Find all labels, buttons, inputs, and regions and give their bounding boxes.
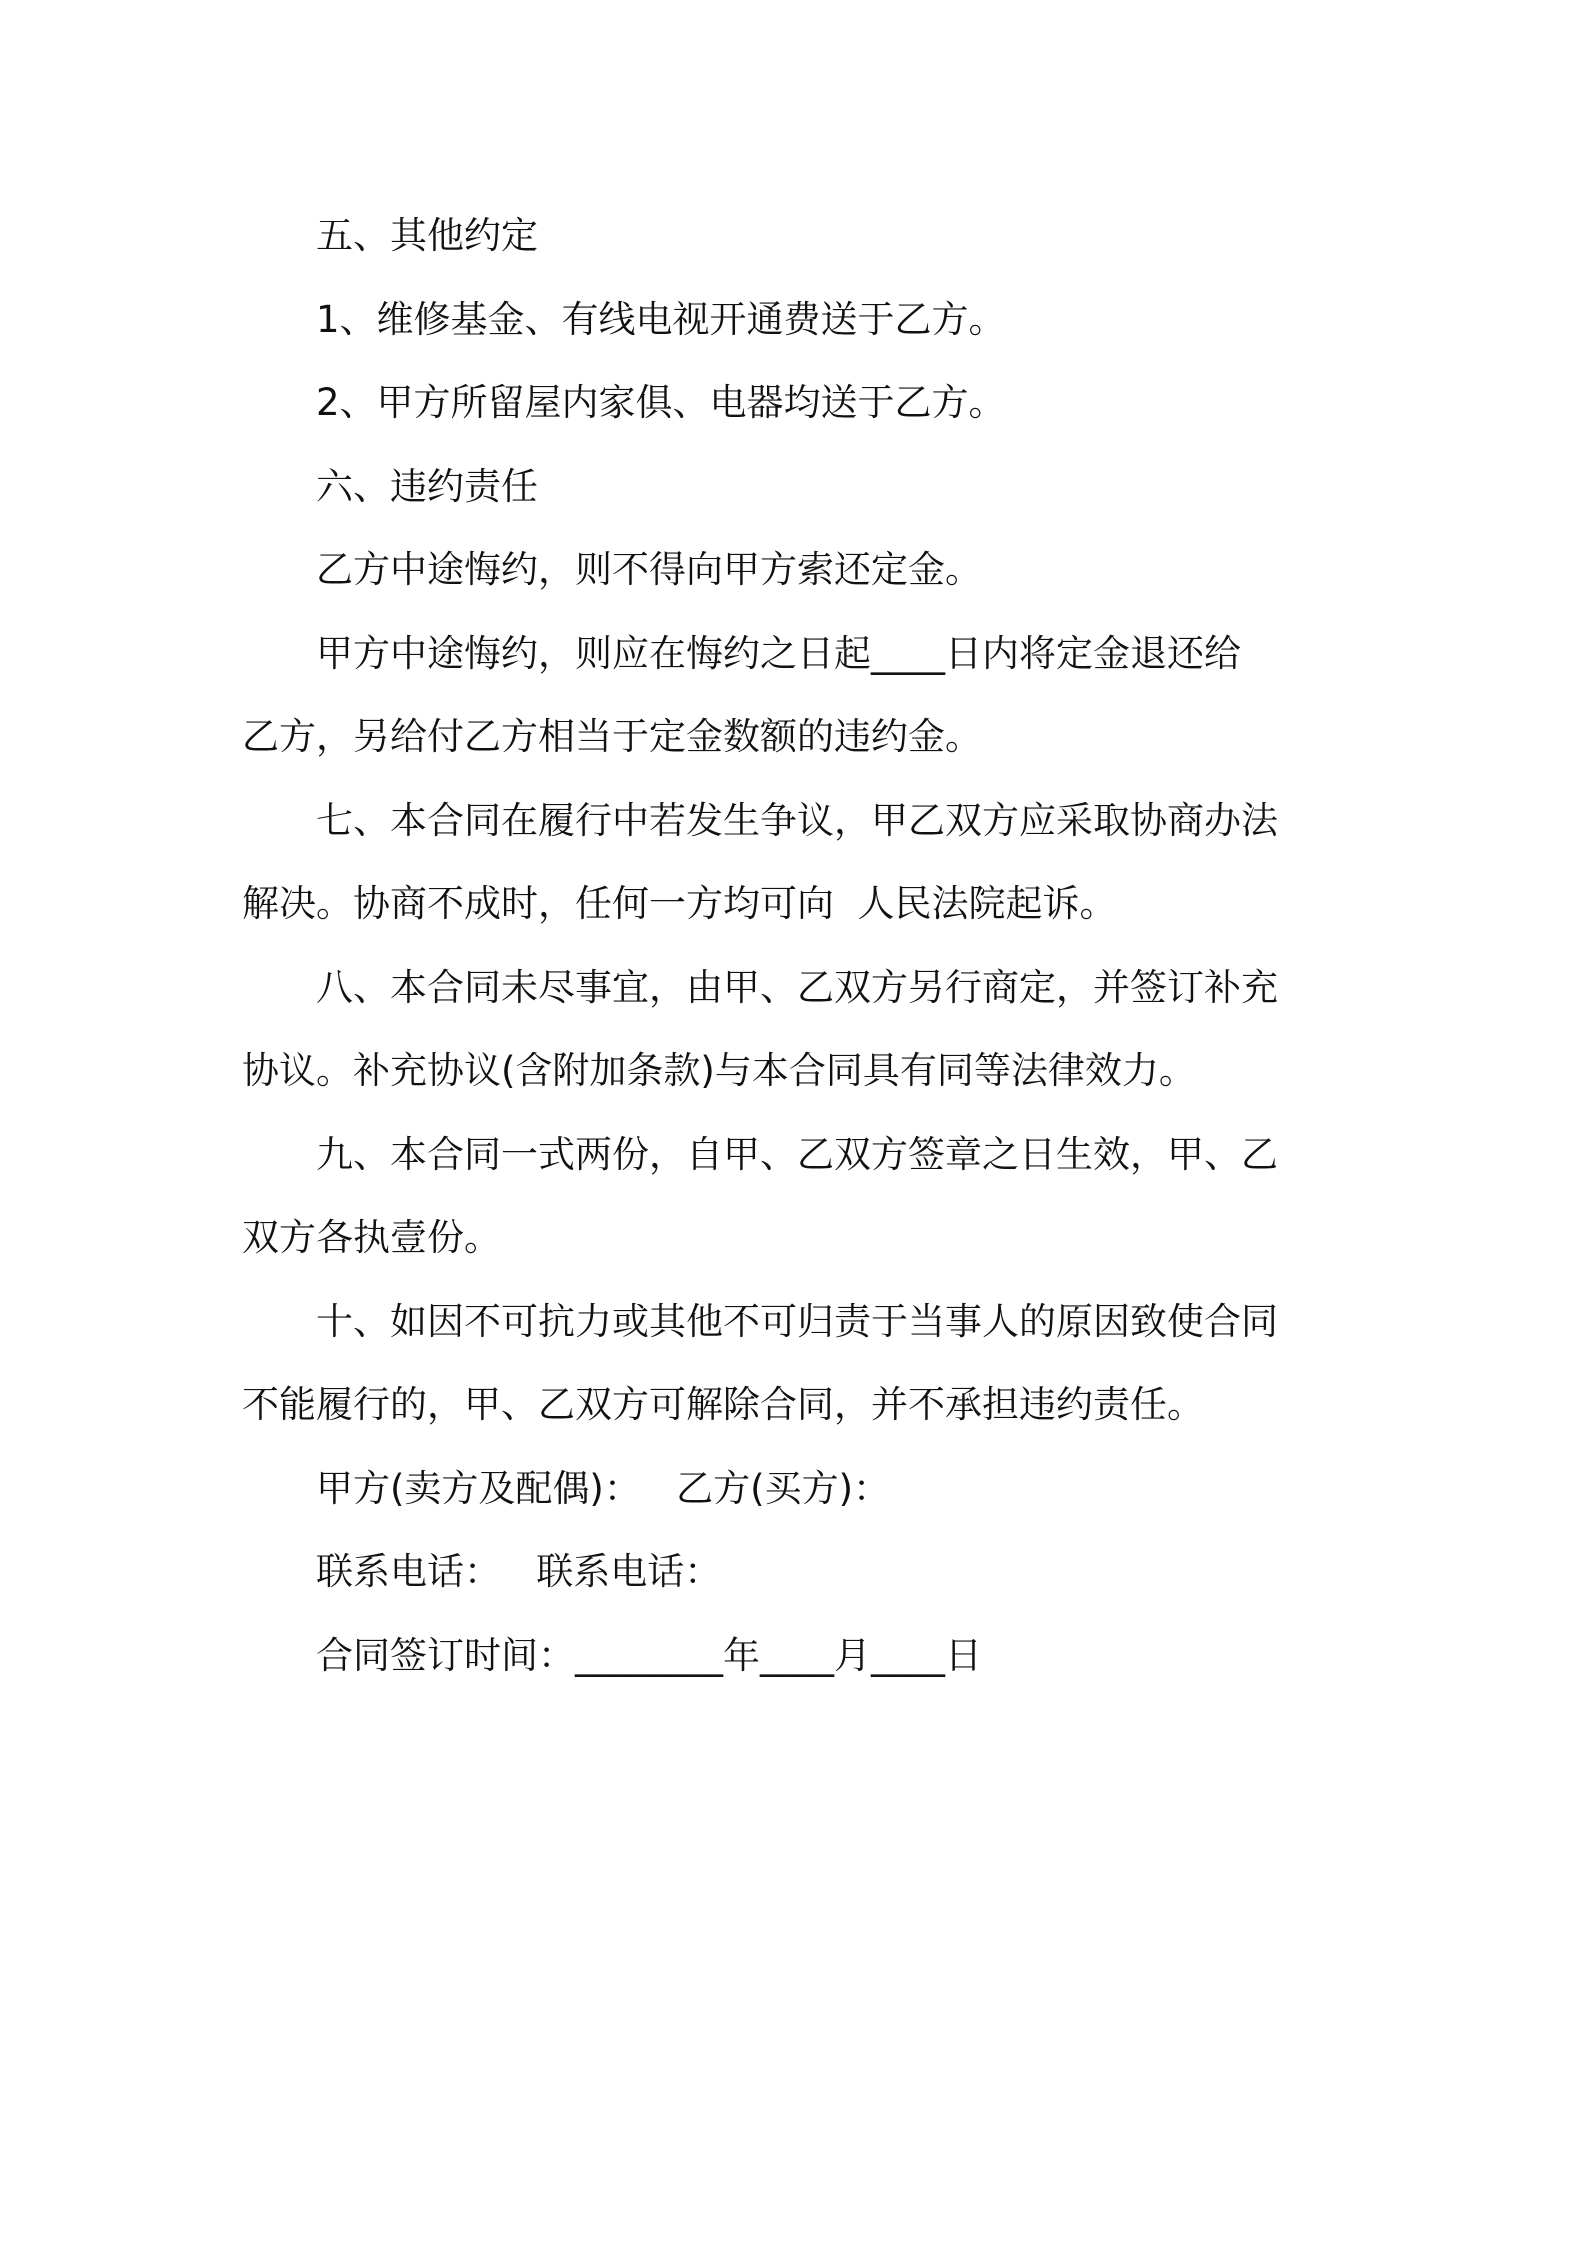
clause-8-supplement	[242, 946, 1352, 1113]
signature-date	[242, 1614, 1352, 1698]
line-text: 合同签订时间：________年____月____日	[316, 1633, 982, 1677]
line-text: 五、其他约定	[316, 214, 538, 257]
line-text: 九、本合同一式两份，自甲、乙双方签章之日生效，甲、乙	[316, 1132, 1278, 1176]
signature-parties	[242, 1447, 1352, 1531]
line-text: 不能履行的，甲、乙双方可解除合同，并不承担违约责任。	[242, 1383, 1204, 1426]
line-text: 联系电话： 联系电话：	[316, 1550, 722, 1593]
line-text: 双方各执壹份。	[242, 1216, 501, 1259]
clause-6-1	[242, 528, 1352, 612]
line-text: 乙方，另给付乙方相当于定金数额的违约金。	[242, 715, 982, 758]
clause-9-copies	[242, 1113, 1352, 1280]
clause-10-force-majeure	[242, 1280, 1352, 1447]
line-text: 2、甲方所留屋内家俱、电器均送于乙方。	[316, 381, 1006, 424]
section-heading-breach-liability	[242, 445, 1352, 529]
line-text: 1、维修基金、有线电视开通费送于乙方。	[316, 297, 1006, 341]
clause-6-2	[242, 612, 1352, 779]
line-text: 协议。补充协议(含附加条款)与本合同具有同等法律效力。	[242, 1049, 1196, 1092]
section-heading-other-terms	[242, 194, 1352, 278]
line-text: 乙方中途悔约，则不得向甲方索还定金。	[316, 548, 982, 591]
clause-5-2	[242, 361, 1352, 445]
line-text: 甲方(卖方及配偶)： 乙方(买方)：	[316, 1466, 891, 1510]
clause-5-1	[242, 278, 1352, 362]
line-text: 八、本合同未尽事宜，由甲、乙双方另行商定，并签订补充	[316, 965, 1278, 1009]
contract-body	[242, 194, 1352, 1697]
line-text: 十、如因不可抗力或其他不可归责于当事人的原因致使合同	[316, 1299, 1278, 1343]
line-text: 六、违约责任	[316, 464, 538, 508]
line-text: 七、本合同在履行中若发生争议，甲乙双方应采取协商办法	[316, 798, 1278, 842]
line-text: 解决。协商不成时，任何一方均可向 人民法院起诉。	[242, 882, 1117, 925]
clause-7-dispute	[242, 779, 1352, 946]
line-text: 甲方中途悔约，则应在悔约之日起____日内将定金退还给	[316, 631, 1241, 675]
signature-phones	[242, 1530, 1352, 1614]
